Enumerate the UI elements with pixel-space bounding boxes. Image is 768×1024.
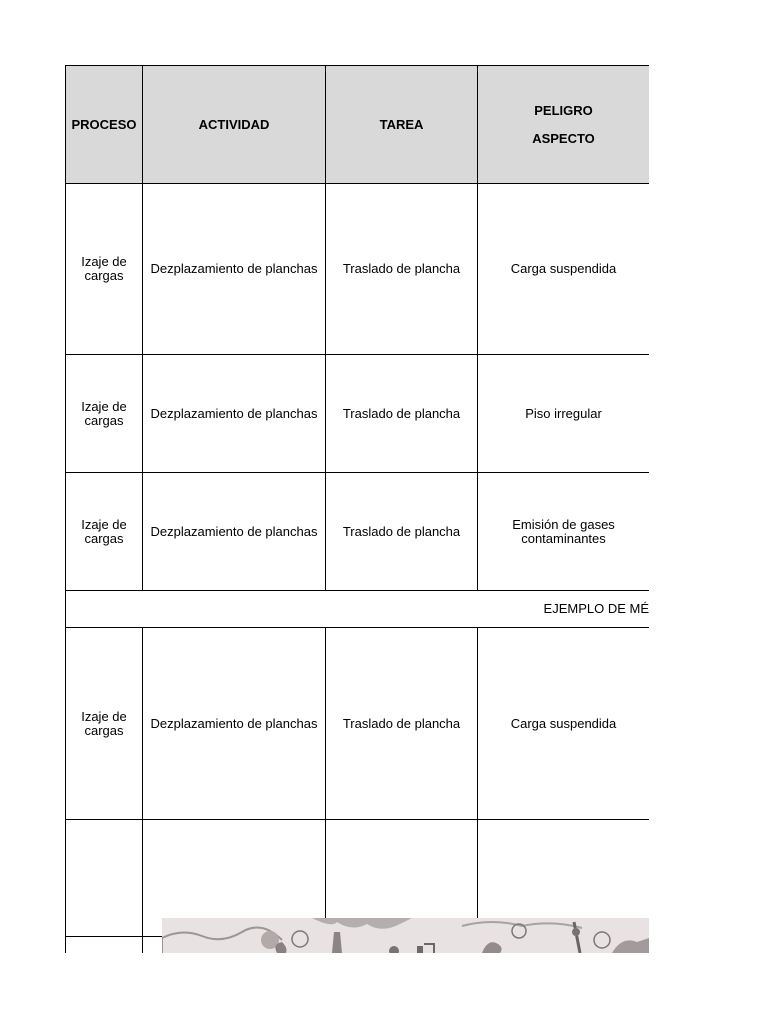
cell-proceso: Izaje de cargas [66, 473, 143, 591]
sketch-illustration [162, 918, 649, 953]
cell-actividad: Dezplazamiento de planchas [143, 628, 326, 820]
cell-actividad: Dezplazamiento de planchas [143, 184, 326, 355]
cell-empty [66, 820, 143, 937]
header-aspecto: ASPECTO [532, 130, 595, 146]
table-row [66, 355, 650, 473]
cell-actividad: Dezplazamiento de planchas [143, 473, 326, 591]
table-row [66, 184, 650, 355]
cell-proceso: Izaje de cargas [66, 184, 143, 355]
table-row [66, 473, 650, 591]
banner-row [66, 591, 650, 628]
sketch-drawing [162, 918, 649, 953]
cell-peligro: Carga suspendida [478, 184, 650, 355]
header-row [66, 66, 650, 184]
cell-peligro: Piso irregular [478, 355, 650, 473]
cell-proceso: Izaje de cargas [66, 355, 143, 473]
header-actividad: ACTIVIDAD [143, 66, 326, 184]
header-peligro: PELIGRO [534, 102, 593, 118]
document-sheet [65, 65, 649, 953]
cell-actividad: Dezplazamiento de planchas [143, 355, 326, 473]
header-tarea: TAREA [326, 66, 478, 184]
cell-tarea: Traslado de plancha [326, 355, 478, 473]
risk-table [65, 65, 649, 953]
cell-peligro: Emisión de gases contaminantes [478, 473, 650, 591]
cell-tarea: Traslado de plancha [326, 473, 478, 591]
cell-peligro: Carga suspendida [478, 628, 650, 820]
cell-proceso: Izaje de cargas [66, 628, 143, 820]
header-peligro-aspecto [478, 66, 650, 184]
cell-tarea: Traslado de plancha [326, 628, 478, 820]
table-row [66, 628, 650, 820]
cell-empty [66, 937, 143, 954]
cell-tarea: Traslado de plancha [326, 184, 478, 355]
section-banner: EJEMPLO DE MÉ [66, 591, 650, 628]
header-proceso: PROCESO [66, 66, 143, 184]
